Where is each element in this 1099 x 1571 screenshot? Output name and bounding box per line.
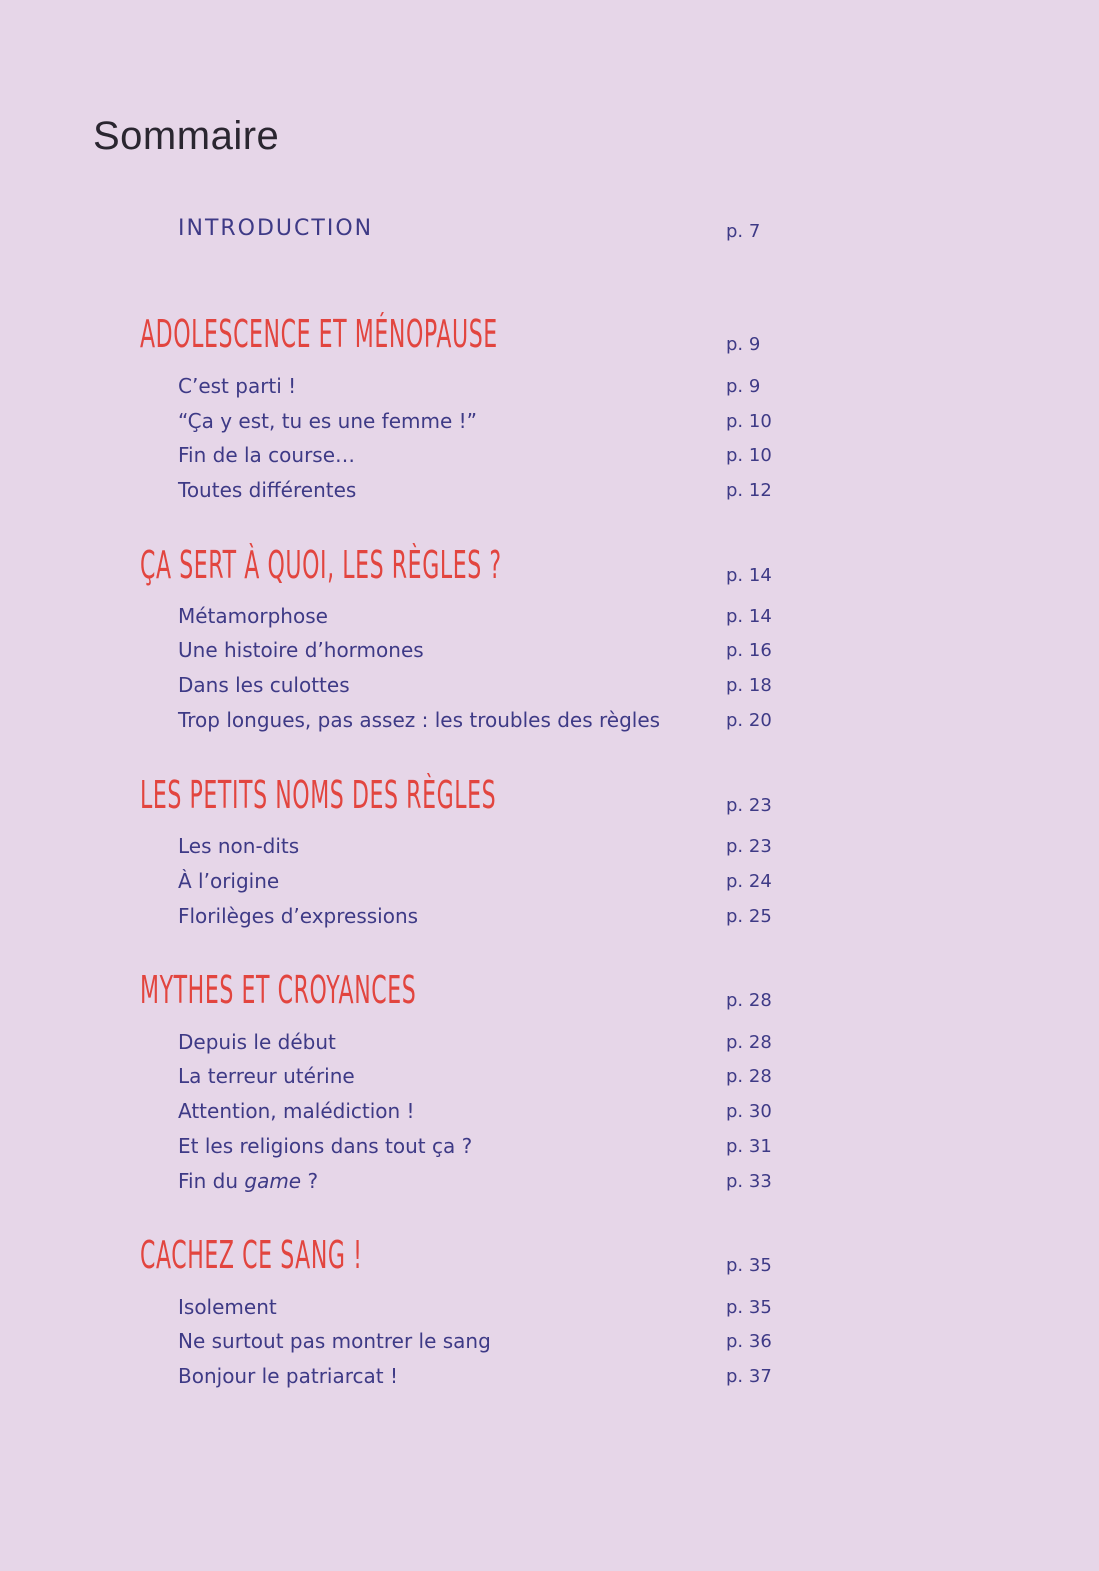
- section-row[interactable]: [0, 1134, 1099, 1170]
- chapter-row[interactable]: [0, 968, 1099, 1018]
- section-title: À l’origine: [178, 869, 280, 893]
- chapter-row[interactable]: [0, 543, 1099, 593]
- section-row[interactable]: [0, 1295, 1099, 1331]
- section-page: p. 16: [726, 640, 772, 661]
- chapter-page: p. 28: [726, 990, 772, 1011]
- section-row[interactable]: [0, 834, 1099, 870]
- section-title: Fin de la course…: [178, 443, 356, 467]
- section-row[interactable]: [0, 478, 1099, 514]
- section-page: p. 12: [726, 480, 772, 501]
- section-title: La terreur utérine: [178, 1064, 355, 1088]
- section-row[interactable]: [0, 673, 1099, 709]
- section-title: Toutes différentes: [178, 478, 357, 502]
- chapter-title: ÇA SERT À QUOI, LES RÈGLES ?: [140, 543, 502, 587]
- section-page: p. 23: [726, 836, 772, 857]
- section-page: p. 28: [726, 1066, 772, 1087]
- chapter-row[interactable]: [0, 312, 1099, 362]
- section-row[interactable]: [0, 708, 1099, 744]
- section-row[interactable]: [0, 1099, 1099, 1135]
- section-title: Dans les culottes: [178, 673, 350, 697]
- section-title: Attention, malédiction !: [178, 1099, 415, 1123]
- chapter-title: MYTHES ET CROYANCES: [140, 968, 417, 1012]
- introduction-page: p. 7: [726, 221, 761, 242]
- section-title: Florilèges d’expressions: [178, 904, 419, 928]
- section-row[interactable]: [0, 869, 1099, 905]
- section-page: p. 18: [726, 675, 772, 696]
- chapter-row[interactable]: [0, 773, 1099, 823]
- section-page: p. 33: [726, 1171, 772, 1192]
- section-page: p. 36: [726, 1331, 772, 1352]
- section-title: Trop longues, pas assez : les troubles des règles: [178, 708, 661, 732]
- section-title: Ne surtout pas montrer le sang: [178, 1329, 491, 1353]
- chapter-page: p. 35: [726, 1255, 772, 1276]
- section-row[interactable]: [0, 443, 1099, 479]
- section-row[interactable]: [0, 1030, 1099, 1066]
- section-title: Les non-dits: [178, 834, 300, 858]
- section-title: Métamorphose: [178, 604, 328, 628]
- section-title: Depuis le début: [178, 1030, 336, 1054]
- section-row[interactable]: [0, 604, 1099, 640]
- chapter-row[interactable]: [0, 1233, 1099, 1283]
- section-page: p. 28: [726, 1032, 772, 1053]
- section-page: p. 30: [726, 1101, 772, 1122]
- introduction-title: INTRODUCTION: [178, 216, 374, 241]
- section-page: p. 37: [726, 1366, 772, 1387]
- toc-row-introduction[interactable]: [0, 214, 1099, 250]
- section-row[interactable]: [0, 638, 1099, 674]
- section-title: “Ça y est, tu es une femme !”: [178, 409, 478, 433]
- section-row[interactable]: [0, 1064, 1099, 1100]
- section-row[interactable]: [0, 1329, 1099, 1365]
- chapter-page: p. 14: [726, 565, 772, 586]
- page-title: Sommaire: [93, 114, 280, 158]
- chapter-page: p. 9: [726, 334, 761, 355]
- section-page: p. 35: [726, 1297, 772, 1318]
- section-row[interactable]: [0, 1364, 1099, 1400]
- section-title: Une histoire d’hormones: [178, 638, 424, 662]
- section-title: C’est parti !: [178, 374, 297, 398]
- section-row[interactable]: [0, 409, 1099, 445]
- chapter-title: CACHEZ CE SANG !: [140, 1233, 363, 1277]
- section-page: p. 10: [726, 411, 772, 432]
- chapter-title: ADOLESCENCE ET MÉNOPAUSE: [140, 312, 498, 356]
- section-title: Fin du game ?: [178, 1169, 319, 1193]
- section-row[interactable]: [0, 904, 1099, 940]
- section-title: Et les religions dans tout ça ?: [178, 1134, 473, 1158]
- section-page: p. 25: [726, 906, 772, 927]
- section-row[interactable]: [0, 374, 1099, 410]
- section-page: p. 31: [726, 1136, 772, 1157]
- chapter-title: LES PETITS NOMS DES RÈGLES: [140, 773, 497, 817]
- chapter-page: p. 23: [726, 795, 772, 816]
- section-title: Isolement: [178, 1295, 277, 1319]
- section-title: Bonjour le patriarcat !: [178, 1364, 398, 1388]
- section-page: p. 24: [726, 871, 772, 892]
- section-page: p. 10: [726, 445, 772, 466]
- section-page: p. 9: [726, 376, 761, 397]
- section-page: p. 14: [726, 606, 772, 627]
- section-page: p. 20: [726, 710, 772, 731]
- section-row[interactable]: [0, 1169, 1099, 1205]
